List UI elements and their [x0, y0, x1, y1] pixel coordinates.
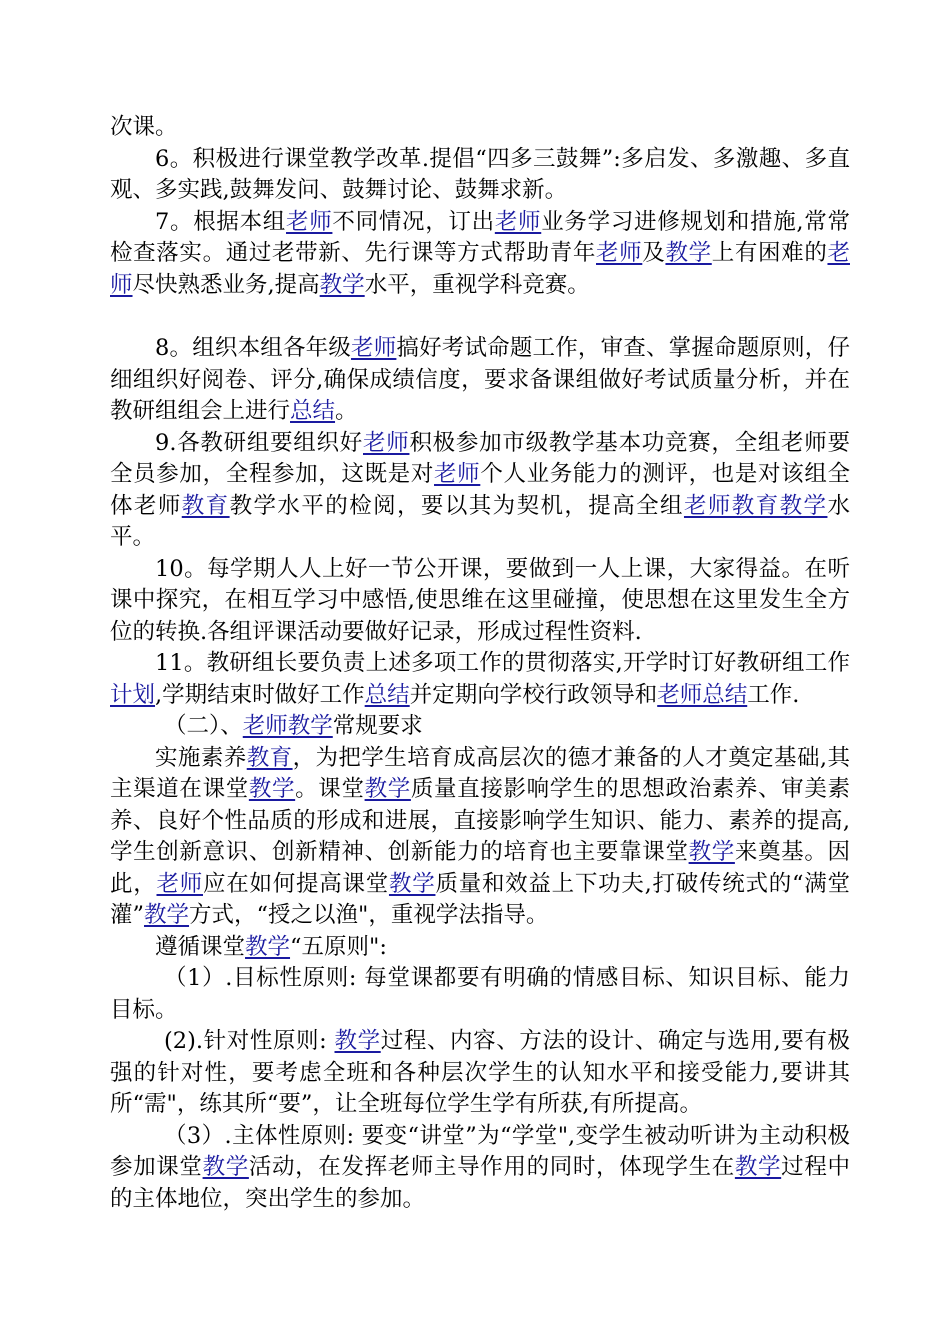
paragraph-item-6	[110, 144, 850, 207]
paragraph-text: 水平，重视学科竞赛。	[364, 271, 590, 298]
keyword-link[interactable]: 总结	[290, 398, 336, 424]
paragraph-text: （二）、	[164, 713, 243, 739]
keyword-link[interactable]: 教学	[245, 933, 291, 960]
paragraph-section-2	[110, 711, 850, 743]
paragraph-text: 过程、内容、方法的设计、确定与选用,要有极强的针对性，要考虑全班和各种层次学生的认知水平和接受能力,要讲其所“需"，练其所“要”，让全班每位学生学有所获,有所提高。	[110, 1028, 850, 1117]
paragraph-text: (2).针对性原则:	[164, 1028, 335, 1054]
keyword-link[interactable]: 教学	[364, 776, 411, 802]
keyword-link[interactable]: 教学	[688, 839, 735, 865]
paragraph-intro	[110, 743, 850, 932]
keyword-link[interactable]: 老师	[434, 461, 481, 487]
paragraph-text: 6。积极进行课堂教学改革.提倡“四多三鼓舞”:多启发、多激趣、多直观、多实践,鼓舞发问、鼓舞讨论、鼓舞求新。	[110, 145, 850, 203]
keyword-link[interactable]: 教学	[388, 870, 436, 897]
paragraph-principle-1	[110, 963, 850, 1026]
paragraph-five-principles	[110, 932, 850, 964]
paragraph-principle-3	[110, 1121, 850, 1216]
paragraph-text: “五原则":	[290, 933, 387, 960]
paragraph-text: 个人业务能力的测评，也是对该组全体老师	[110, 461, 850, 519]
paragraph-text: 活动，在发挥老师主导作用的同时，体现学生在	[248, 1154, 735, 1180]
paragraph-text: 9.各教研组要组织好	[155, 429, 363, 456]
paragraph-text: 。课堂	[295, 776, 365, 802]
keyword-link[interactable]: 教学	[248, 776, 296, 802]
paragraph-text: （3）.主体性原则: 要变“讲堂”为“学堂",变学生被动听讲为主动积极参加课堂	[110, 1122, 850, 1180]
keyword-link[interactable]: 教学	[319, 271, 365, 298]
paragraph-text: 工作.	[747, 681, 800, 708]
paragraph-text: 方式，“授之以渔"，重视学法指导。	[189, 902, 549, 928]
keyword-link[interactable]: 教学	[202, 1154, 249, 1180]
paragraph-text: （1）.目标性原则: 每堂课都要有明确的情感目标、知识目标、能力目标。	[110, 965, 850, 1023]
keyword-link[interactable]: 教学	[665, 240, 712, 266]
keyword-link[interactable]: 老师	[156, 870, 203, 897]
paragraph-text: 及	[642, 240, 666, 266]
keyword-link[interactable]: 教育	[246, 744, 293, 771]
paragraph-text: 遵循课堂	[155, 933, 246, 960]
paragraph-text: 7。根据本组	[155, 208, 287, 235]
paragraph-spacer	[110, 301, 850, 333]
keyword-link[interactable]: 教学	[734, 1154, 782, 1180]
paragraph-text: 业务学习进修规划和措施,常常检查落实。通过老带新、先行课等方式帮助青年	[110, 208, 850, 266]
paragraph-text: 次课。	[110, 114, 178, 140]
paragraph-item-8	[110, 333, 850, 428]
paragraph-text: 。	[335, 398, 358, 424]
paragraph-text: 并定期向学校行政领导和	[409, 681, 658, 708]
paragraph-text: 教学水平的检阅，要以其为契机，提高全组	[229, 492, 684, 519]
paragraph-text: 水平。	[110, 492, 850, 550]
keyword-link[interactable]: 教育	[181, 492, 230, 519]
keyword-link[interactable]: 老师	[494, 208, 542, 235]
paragraph-item-10	[110, 554, 850, 649]
paragraph-text: 8。组织本组各年级	[155, 335, 352, 361]
paragraph-text: 尽快熟悉业务,提高	[132, 271, 320, 298]
paragraph-text: 10。每学期人人上好一节公开课，要做到一人上课，大家得益。在听课中探究，在相互学习中感悟,使思维在这里碰撞，使思想在这里发生全方位的转换.各组评课活动要做好记录，形成过程性资料.	[110, 555, 850, 645]
paragraph-text: 常规要求	[332, 713, 423, 739]
paragraph-text: ,学期结束时做好工作	[155, 681, 365, 708]
paragraph-text: 实施素养	[155, 744, 247, 771]
paragraph-text: 过程中的主体地位，突出学生的参加。	[110, 1154, 850, 1212]
paragraph-text: 11。教研组长要负责上述多项工作的贯彻落实,开学时订好教研组工作	[155, 650, 850, 676]
paragraph-item-9	[110, 428, 850, 554]
keyword-link[interactable]: 总结	[364, 681, 410, 708]
paragraph-text: 上有困难的	[711, 240, 828, 266]
keyword-link[interactable]: 老师	[286, 208, 333, 235]
paragraph-continuation	[110, 112, 850, 144]
paragraph-text: 质量和效益上下功夫,打破传统式的“满堂灌”	[110, 870, 850, 928]
paragraph-text: 质量直接影响学生的思想政治素养、审美素养、良好个性品质的形成和进展，直接影响学生知识、能力、素养的提高,学生创新意识、创新精神、创新能力的培育也主要靠课堂	[110, 776, 850, 865]
paragraph-principle-2	[110, 1026, 850, 1121]
keyword-link[interactable]: 老师总结	[657, 681, 748, 708]
keyword-link[interactable]: 老师	[596, 240, 643, 266]
keyword-link[interactable]: 计划	[110, 681, 156, 708]
keyword-link[interactable]: 老师教学	[242, 713, 333, 739]
paragraph-item-7	[110, 207, 850, 302]
paragraph-text: 不同情况，订出	[332, 208, 495, 235]
paragraph-text: 应在如何提高课堂	[203, 870, 389, 897]
paragraph-text: 搞好考试命题工作，审查、掌握命题原则，仔细组织好阅卷、评分,确保成绩信度，要求备课组做好考试质量分析，并在教研组组会上进行	[110, 335, 850, 424]
paragraph-item-11	[110, 648, 850, 711]
keyword-link[interactable]: 老师	[363, 429, 410, 456]
keyword-link[interactable]: 教学	[334, 1028, 381, 1054]
keyword-link[interactable]: 老师教育教学	[683, 492, 828, 519]
paragraph-text: ，为把学生培育成高层次的德才兼备的人才奠定基础,其主渠道在课堂	[110, 744, 850, 802]
keyword-link[interactable]: 老师	[351, 335, 397, 361]
document-page	[110, 112, 850, 1215]
keyword-link[interactable]: 老师	[110, 240, 850, 298]
paragraph-text: 来奠基。因此，	[110, 839, 850, 897]
keyword-link[interactable]: 教学	[144, 902, 190, 928]
paragraph-text: 积极参加市级教学基本功竞赛，全组老师要全员参加，全程参加，这既是对	[110, 429, 850, 487]
